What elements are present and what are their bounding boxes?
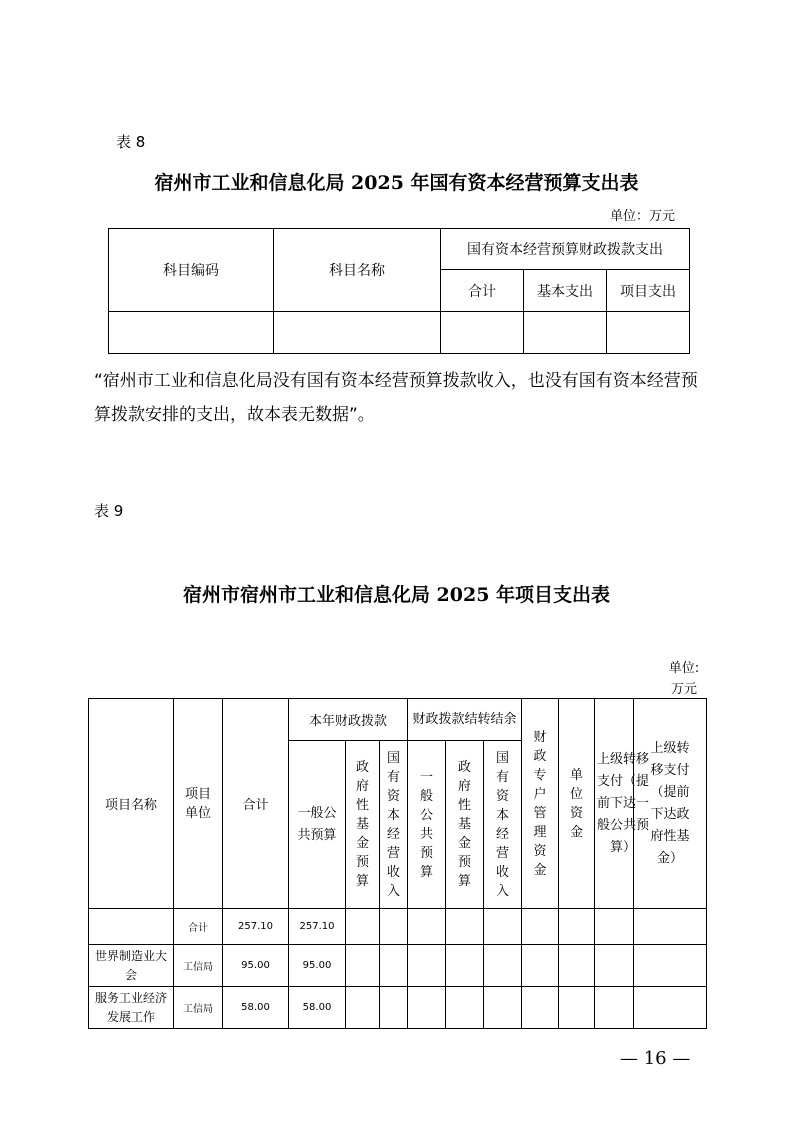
table9-row-general: 58.00 xyxy=(289,987,346,1029)
table9-unit: 单位: 万元 xyxy=(668,661,700,697)
table8-header-basic: 基本支出 xyxy=(524,270,607,312)
table9-title: 宿州市宿州市工业和信息化局 2025 年项目支出表 xyxy=(182,584,611,606)
table9 xyxy=(88,698,707,1029)
table9-row-unit: 工信局 xyxy=(174,945,223,987)
table9-header-upper-transfer-gov: 上级转移支付（提前下达政府性基金） xyxy=(634,699,707,909)
table9-row-general: 95.00 xyxy=(289,945,346,987)
table8 xyxy=(108,228,690,354)
table9-row-total: 257.10 xyxy=(223,909,289,945)
table9-row-general: 257.10 xyxy=(289,909,346,945)
table9-header-carry-state-capital: 国有资本经营收入 xyxy=(484,741,522,909)
table9-header-special-account: 财政专户管理资金 xyxy=(522,699,559,909)
table8-label: 表 8 xyxy=(116,133,146,151)
table-row xyxy=(89,945,707,987)
table9-header-general-public: 一般公共预算 xyxy=(289,741,346,909)
page-number: — 16 — xyxy=(620,1048,691,1069)
table8-unit: 单位：万元 xyxy=(610,209,676,224)
table9-label: 表 9 xyxy=(94,502,124,520)
table8-header-name: 科目名称 xyxy=(274,229,441,312)
table9-row-total: 58.00 xyxy=(223,987,289,1029)
table9-row-name: 世界制造业大会 xyxy=(89,945,174,987)
table8-title: 宿州市工业和信息化局 2025 年国有资本经营预算支出表 xyxy=(154,172,639,194)
table9-row-name: 服务工业经济发展工作 xyxy=(89,987,174,1029)
table-row xyxy=(89,909,707,945)
table8-header-code: 科目编码 xyxy=(109,229,274,312)
table9-header-gov-fund: 政府性基金预算 xyxy=(346,741,380,909)
table8-header-project: 项目支出 xyxy=(607,270,690,312)
table9-header-carry-general: 一般公共预算 xyxy=(408,741,446,909)
table9-row-total: 95.00 xyxy=(223,945,289,987)
table9-row-unit: 工信局 xyxy=(174,987,223,1029)
table9-header-upper-transfer-general: 上级转移支付（提前下达一般公共预算） xyxy=(595,699,634,909)
table-row xyxy=(109,312,690,354)
table8-header-group: 国有资本经营预算财政拨款支出 xyxy=(441,229,690,270)
table-row xyxy=(89,987,707,1029)
table9-header-state-capital: 国有资本经营收入 xyxy=(380,741,408,909)
table9-header-carry-gov-fund: 政府性基金预算 xyxy=(446,741,484,909)
table8-note: “宿州市工业和信息化局没有国有资本经营预算拨款收入，也没有国有资本经营预算拨款安排的支出，故本表无数据”。 xyxy=(94,371,698,425)
table9-header-carry-group: 财政拨款结转结余 xyxy=(408,699,522,741)
table9-header-project-unit: 项目单位 xyxy=(174,699,223,909)
table9-header-project-name: 项目名称 xyxy=(89,699,174,909)
table9-header-total: 合计 xyxy=(223,699,289,909)
table9-header-unit-funds: 单位资金 xyxy=(559,699,595,909)
table9-header-current-group: 本年财政拨款 xyxy=(289,699,408,741)
table9-row-unit: 合计 xyxy=(174,909,223,945)
table9-row-name xyxy=(89,909,174,945)
table8-header-total: 合计 xyxy=(441,270,524,312)
